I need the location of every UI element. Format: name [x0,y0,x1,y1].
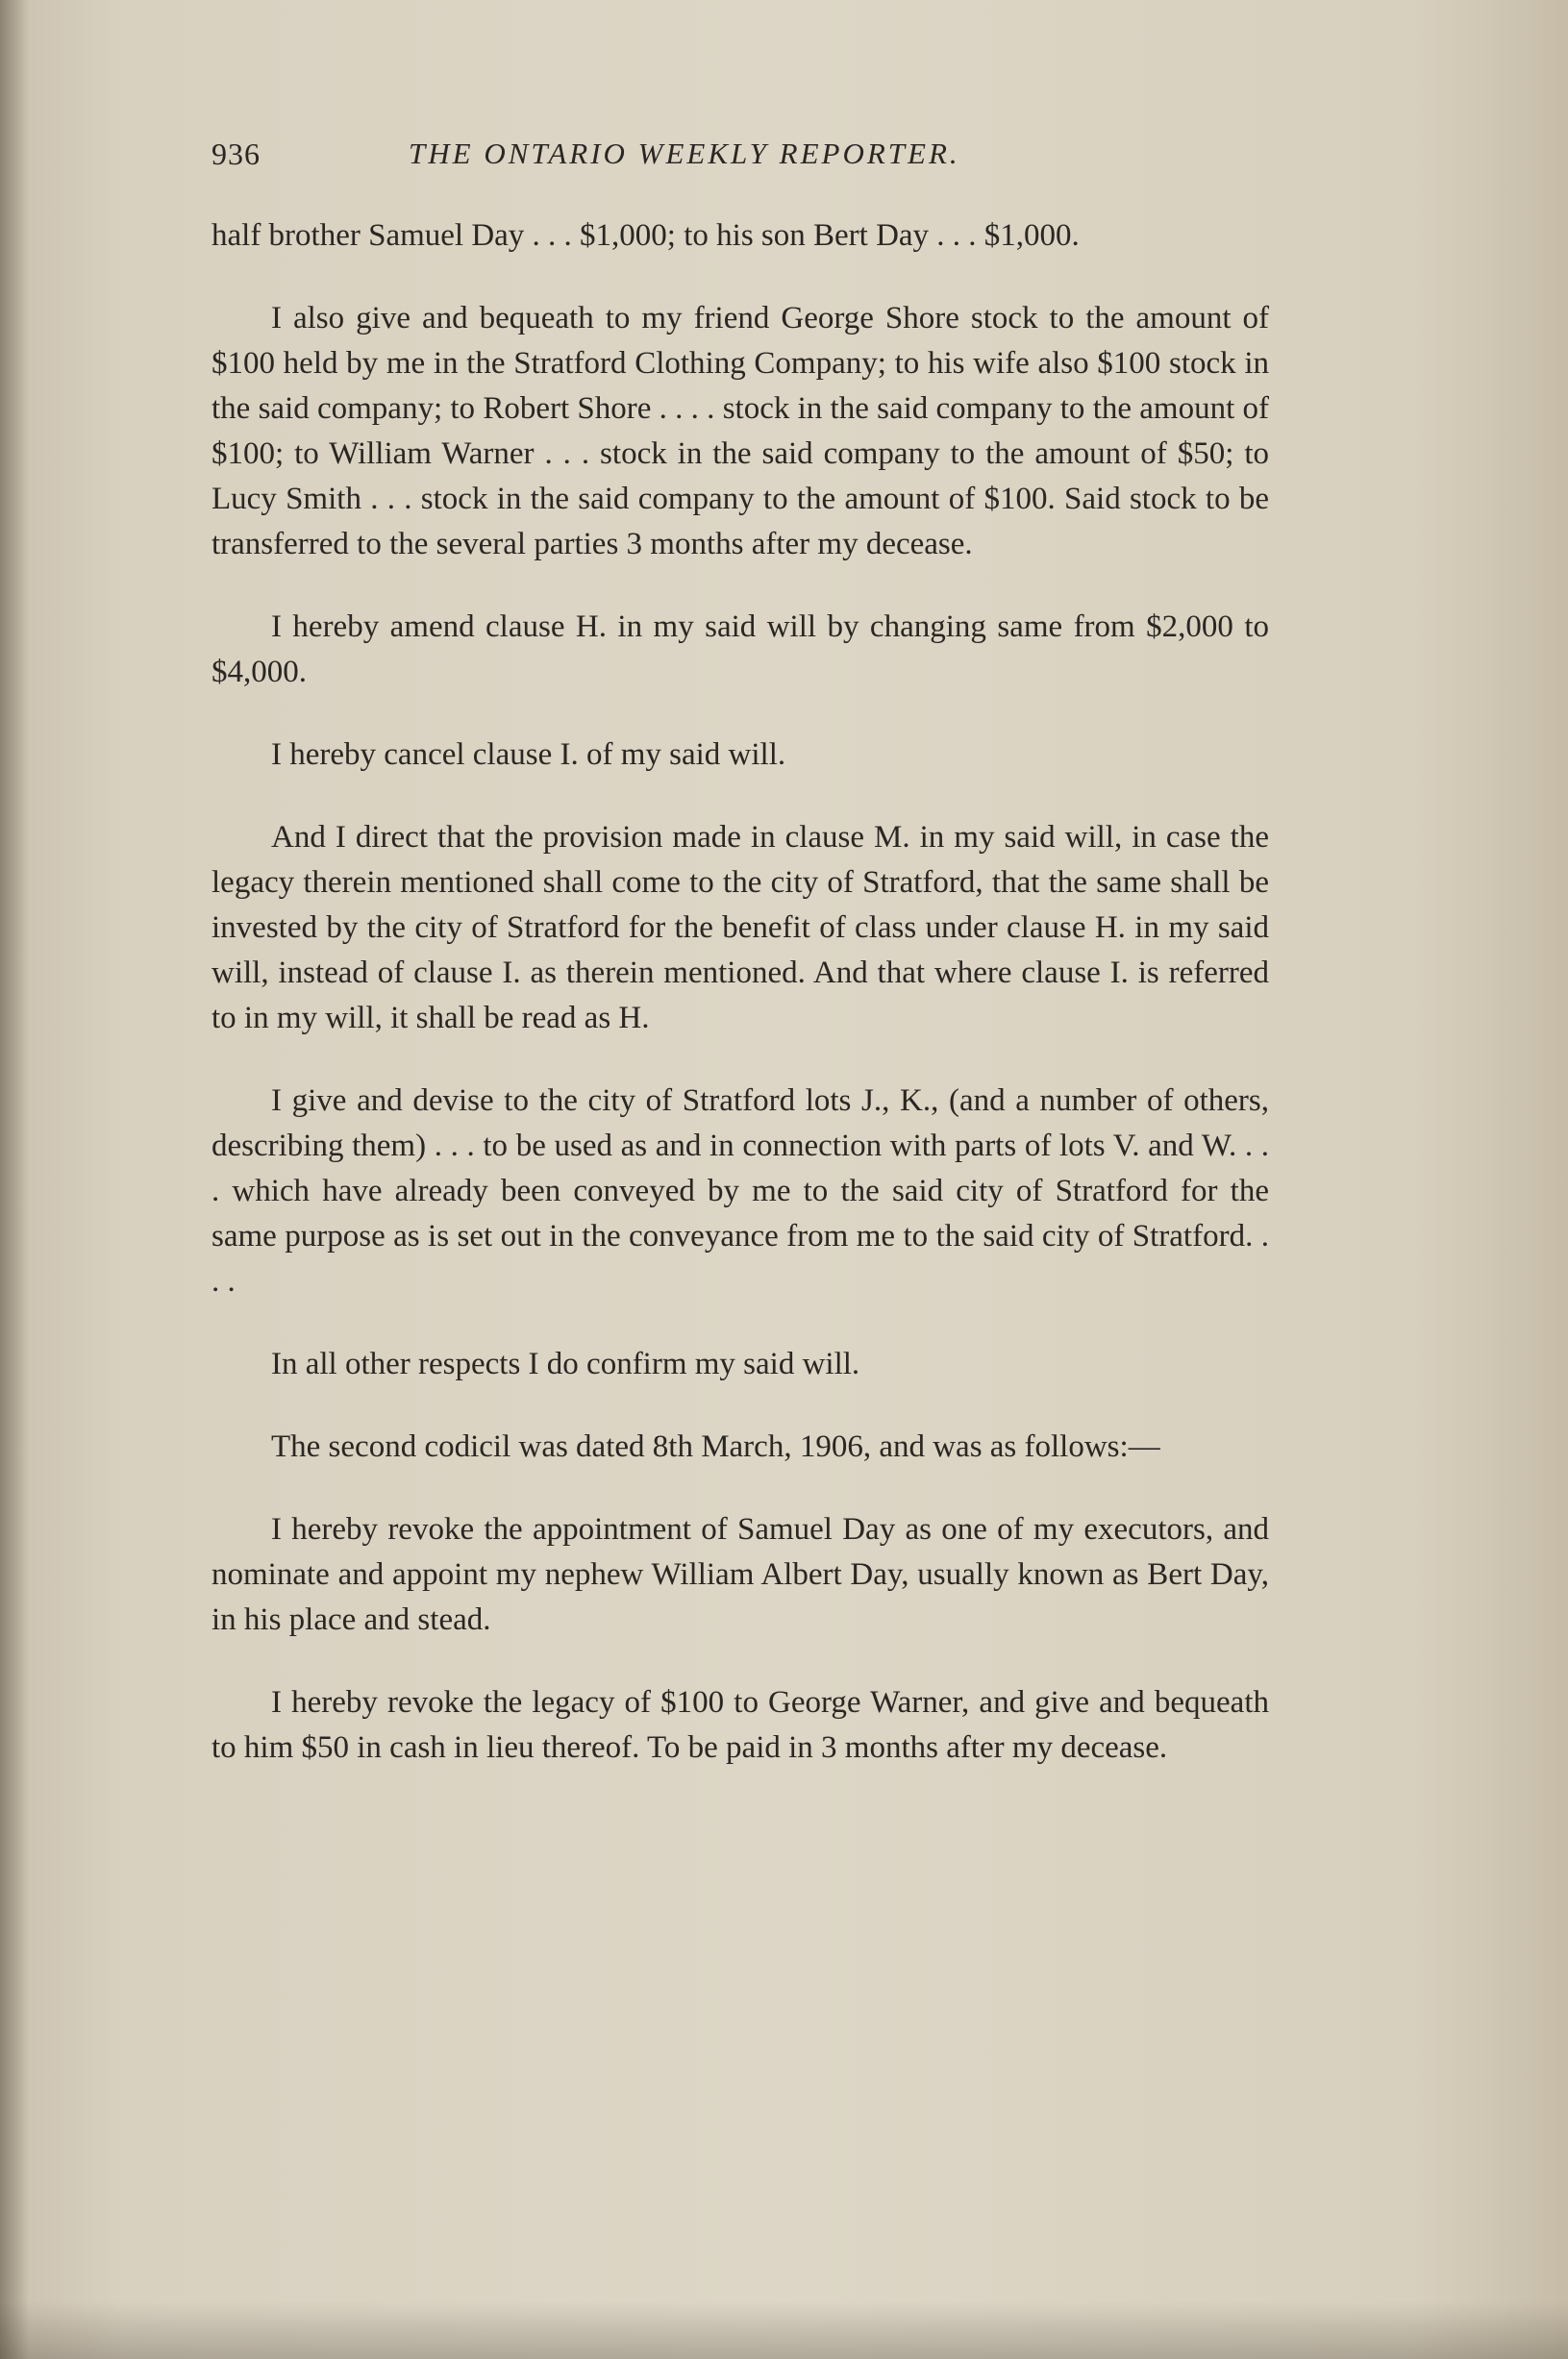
paragraph-continuation: half brother Samuel Day . . . $1,000; to his son Bert Day . . . $1,000. [212,218,1080,253]
paragraph-second-codicil: The second codicil was dated 8th March, 1906, and was as follows:— [271,1429,1160,1464]
paragraph-clause-m-provision: And I direct that the provision made in clause M. in my said will, in case the legacy therein mentioned shall come to the city of Stratford, that the same shall be invested by the city of Stratford for the benefit of class under clause H. in my said will, instead of clause I. as therein mentioned. And that where clause I. is referred to in my will, it shall be read as H. [212,820,1269,1035]
paragraph-amend-clause-h: I hereby amend clause H. in my said will by changing same from $2,000 to $4,000. [212,609,1269,689]
paragraph-stock-bequests: I also give and bequeath to my friend George Shore stock to the amount of $100 held by me in the Stratford Clothing Company; to his wife also $100 stock in the said company; to Robert Shore . . . . stock in the said company to the amount of $100; to William Warner . . . stock in the said company to the amount of $50; to Lucy Smith . . . stock in the said company to the amount of $100. Said stock to be transferred to the several parties 3 months after my decease. [212,301,1269,561]
paragraph-revoke-executor: I hereby revoke the appointment of Samuel Day as one of my executors, and nominate and appoint my nephew William Albert Day, usually known as Bert Day, in his place and stead. [212,1512,1269,1637]
page-gutter-shadow [0,0,29,2359]
paragraph-cancel-clause-i: I hereby cancel clause I. of my said will. [271,737,786,772]
body-text [212,213,1269,1808]
paragraph-confirm-will: In all other respects I do confirm my said will. [271,1347,860,1381]
page-number: 936 [212,137,261,171]
paragraph-devise-lots: I give and devise to the city of Stratford lots J., K., (and a number of others, describing them) . . . to be used as and in connection with parts of lots V. and W. . . . which have already been conveyed by me to the said city of Stratford for the same purpose as is set out in the conveyance from me to the said city of Stratford. . . . [212,1083,1269,1299]
running-title: THE ONTARIO WEEKLY REPORTER. [409,137,960,170]
running-header [212,137,1269,185]
paragraph-revoke-legacy: I hereby revoke the legacy of $100 to George Warner, and give and bequeath to him $50 in cash in lieu thereof. To be paid in 3 months after my decease. [212,1685,1269,1765]
